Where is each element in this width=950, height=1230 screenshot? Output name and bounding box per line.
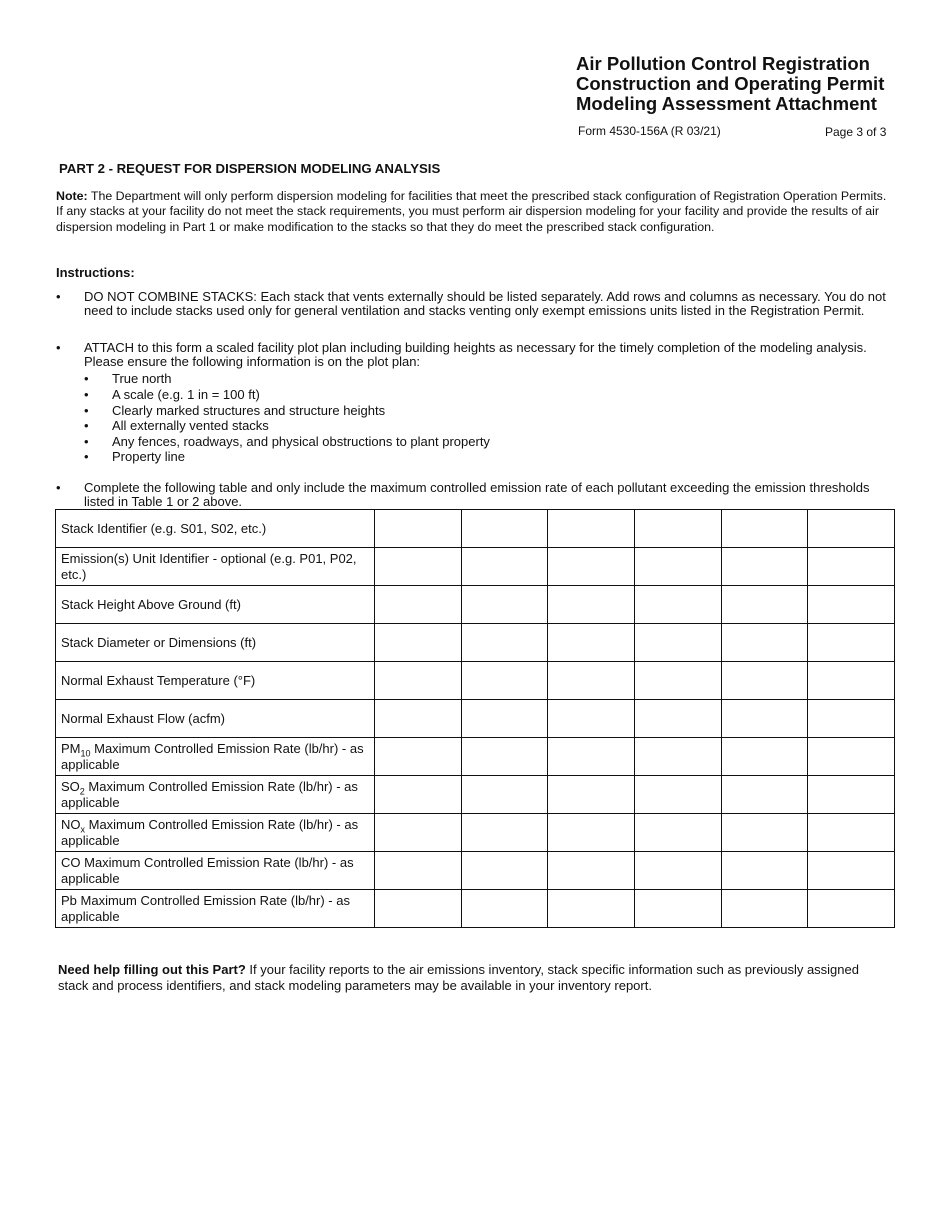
stack-cell[interactable] [808, 776, 895, 814]
instruction-text: ATTACH to this form a scaled facility plot plan including building heights as necessary for the timely completion of the modeling analysis. Please ensure the following information is on the plot plan: [84, 340, 867, 369]
stack-cell[interactable] [721, 624, 808, 662]
row-label: CO Maximum Controlled Emission Rate (lb/hr) - as applicable [56, 852, 375, 890]
stack-cell[interactable] [808, 738, 895, 776]
stack-cell[interactable] [721, 776, 808, 814]
plot-plan-item-text: A scale (e.g. 1 in = 100 ft) [112, 387, 260, 402]
stack-cell[interactable] [721, 586, 808, 624]
stack-cell[interactable] [548, 852, 635, 890]
stack-cell[interactable] [375, 890, 462, 928]
stack-cell[interactable] [721, 548, 808, 586]
stack-cell[interactable] [634, 738, 721, 776]
stack-cell[interactable] [808, 814, 895, 852]
part-title: PART 2 - REQUEST FOR DISPERSION MODELING ANALYSIS [59, 161, 441, 176]
instruction-text: DO NOT COMBINE STACKS: Each stack that vents externally should be listed separately. Add rows and columns as necessary. You do not need to include stacks used only for general ventilation and stacks venting only exempt emissions units listed in the Registration Permit. [84, 289, 886, 318]
stack-cell[interactable] [548, 890, 635, 928]
stack-cell[interactable] [634, 548, 721, 586]
stack-cell[interactable] [808, 662, 895, 700]
table-row [56, 738, 895, 776]
stack-cell[interactable] [721, 852, 808, 890]
bullet-icon: • [56, 340, 61, 355]
plot-plan-item-text: Any fences, roadways, and physical obstructions to plant property [112, 434, 490, 449]
stack-cell[interactable] [461, 548, 548, 586]
row-label: Pb Maximum Controlled Emission Rate (lb/hr) - as applicable [56, 890, 375, 928]
stack-cell[interactable] [375, 586, 462, 624]
stack-cell[interactable] [375, 662, 462, 700]
stack-cell[interactable] [634, 852, 721, 890]
stack-cell[interactable] [461, 662, 548, 700]
stack-cell[interactable] [634, 624, 721, 662]
stack-cell[interactable] [808, 548, 895, 586]
note-label: Note: [56, 189, 88, 203]
row-label: Stack Diameter or Dimensions (ft) [56, 624, 375, 662]
stack-cell[interactable] [548, 586, 635, 624]
form-title-line-1: Air Pollution Control Registration [576, 53, 870, 74]
stack-cell[interactable] [461, 890, 548, 928]
plot-plan-item-text: All externally vented stacks [112, 418, 269, 433]
stack-cell[interactable] [548, 738, 635, 776]
row-label: $PM_{10}$ Maximum Controlled Emission Rate (lb/hr) - as applicable [56, 738, 375, 776]
note-text: The Department will only perform dispersion modeling for facilities that meet the prescribed stack configuration of Registration Operation Permits. If any stacks at your facility do not meet the stack requirements, you must perform air dispersion modeling for your facility and provide the results of air dispersion modeling in Part 1 or make modification to the stacks so that they do meet the prescribed stack configuration. [56, 189, 887, 234]
row-label: Normal Exhaust Flow (acfm) [56, 700, 375, 738]
row-label: Normal Exhaust Temperature (°F) [56, 662, 375, 700]
stack-cell[interactable] [634, 776, 721, 814]
table-row [56, 890, 895, 928]
stack-cell[interactable] [721, 814, 808, 852]
table-row [56, 662, 895, 700]
help-text: If your facility reports to the air emissions inventory, stack specific information such as previously assigned stack and process identifiers, and stack modeling parameters may be available in your inventory report. [58, 962, 859, 993]
plot-plan-item-text: True north [112, 371, 172, 386]
stack-cell[interactable] [461, 814, 548, 852]
stack-cell[interactable] [375, 776, 462, 814]
stack-cell[interactable] [721, 738, 808, 776]
stack-cell[interactable] [375, 852, 462, 890]
page-number: Page 3 of 3 [825, 125, 887, 139]
table-row [56, 700, 895, 738]
stack-cell[interactable] [375, 510, 462, 548]
table-row [56, 776, 895, 814]
stack-cell[interactable] [548, 662, 635, 700]
instructions-heading: Instructions: [56, 265, 135, 280]
stack-cell[interactable] [808, 586, 895, 624]
bullet-icon: • [56, 480, 61, 495]
help-paragraph [58, 962, 888, 993]
row-label: Stack Height Above Ground (ft) [56, 586, 375, 624]
note-paragraph [56, 189, 888, 235]
bullet-icon: • [84, 418, 89, 433]
stack-cell[interactable] [721, 700, 808, 738]
stack-cell[interactable] [634, 586, 721, 624]
stack-cell[interactable] [461, 586, 548, 624]
stack-cell[interactable] [461, 738, 548, 776]
stack-cell[interactable] [634, 700, 721, 738]
stack-cell[interactable] [548, 776, 635, 814]
stack-cell[interactable] [375, 738, 462, 776]
plot-plan-item-text: Property line [112, 449, 185, 464]
row-label: Stack Identifier (e.g. S01, S02, etc.) [56, 510, 375, 548]
table-row [56, 814, 895, 852]
plot-plan-item-text: Clearly marked structures and structure heights [112, 403, 386, 418]
table-row [56, 510, 895, 548]
form-title [576, 54, 936, 114]
stack-cell[interactable] [548, 624, 635, 662]
stack-cell[interactable] [461, 700, 548, 738]
stack-cell[interactable] [808, 890, 895, 928]
stack-cell[interactable] [461, 776, 548, 814]
row-label: $NO_x$ Maximum Controlled Emission Rate (lb/hr) - as applicable [56, 814, 375, 852]
bullet-icon: • [56, 289, 61, 304]
table-row [56, 548, 895, 586]
stack-cell[interactable] [808, 700, 895, 738]
bullet-icon: • [84, 403, 89, 418]
stack-cell[interactable] [808, 510, 895, 548]
stack-cell[interactable] [548, 510, 635, 548]
row-label: Emission(s) Unit Identifier - optional (e.g. P01, P02, etc.) [56, 548, 375, 586]
bullet-icon: • [84, 434, 89, 449]
stack-cell[interactable] [634, 662, 721, 700]
bullet-icon: • [84, 449, 89, 464]
table-row [56, 852, 895, 890]
stack-parameters-table [55, 509, 895, 928]
stack-cell[interactable] [548, 700, 635, 738]
stack-cell[interactable] [375, 814, 462, 852]
stack-cell[interactable] [375, 624, 462, 662]
form-title-line-3: Modeling Assessment Attachment [576, 93, 877, 114]
form-title-line-2: Construction and Operating Permit [576, 73, 885, 94]
stack-cell[interactable] [461, 624, 548, 662]
stack-cell[interactable] [721, 662, 808, 700]
stack-cell[interactable] [375, 548, 462, 586]
stack-cell[interactable] [808, 852, 895, 890]
stack-cell[interactable] [721, 890, 808, 928]
stack-cell[interactable] [375, 700, 462, 738]
form-number: Form 4530-156A (R 03/21) [578, 124, 721, 138]
stack-cell[interactable] [808, 624, 895, 662]
stack-cell[interactable] [634, 510, 721, 548]
stack-cell[interactable] [548, 548, 635, 586]
table-row [56, 586, 895, 624]
bullet-icon: • [84, 371, 89, 386]
stack-cell[interactable] [634, 814, 721, 852]
bullet-icon: • [84, 387, 89, 402]
row-label: $SO_2$ Maximum Controlled Emission Rate (lb/hr) - as applicable [56, 776, 375, 814]
stack-cell[interactable] [548, 814, 635, 852]
stack-cell[interactable] [461, 852, 548, 890]
help-label: Need help filling out this Part? [58, 962, 246, 977]
stack-cell[interactable] [721, 510, 808, 548]
stack-cell[interactable] [634, 890, 721, 928]
instruction-text: Complete the following table and only include the maximum controlled emission rate of each pollutant exceeding the emission thresholds listed in Table 1 or 2 above. [84, 480, 870, 509]
stack-cell[interactable] [461, 510, 548, 548]
table-row [56, 624, 895, 662]
